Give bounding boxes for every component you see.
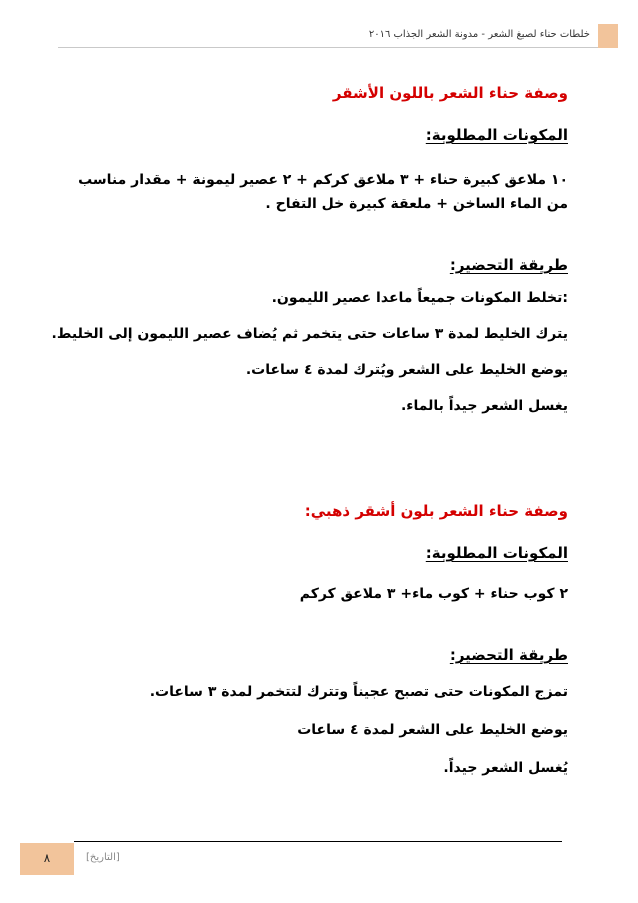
page-header: [58, 24, 618, 48]
recipe1-step-4: يغسل الشعر جيداً بالماء.: [400, 398, 568, 414]
recipe1-method-heading: طريقة التحضير:: [449, 256, 568, 274]
footer-date-placeholder: [التاريخ]: [86, 852, 120, 863]
header-title: خلطات حناء لصبغ الشعر - مدونة الشعر الجذاب ٢٠١٦: [58, 24, 598, 48]
recipe1-step-2: يترك الخليط لمدة ٣ ساعات حتى يتخمر ثم يُضاف عصير الليمون إلى الخليط.: [51, 326, 568, 342]
recipe1-step-1: :تخلط المكونات جميعاً ماعدا عصير الليمون.: [271, 290, 568, 306]
page-number: ٨: [20, 843, 74, 875]
recipe1-ingredients-text: ١٠ ملاعق كبيرة حناء + ٣ ملاعق كركم + ٢ عصير ليمونة + مقدار مناسب من الماء الساخن + ملعقة كبيرة خل التفاح .: [78, 172, 568, 212]
footer-divider: [74, 841, 562, 842]
recipe2-ingredients-heading: المكونات المطلوبة:: [425, 544, 568, 562]
recipe1-step-3: يوضع الخليط على الشعر ويُترك لمدة ٤ ساعات.: [245, 362, 568, 378]
recipe2-title: وصفة حناء الشعر بلون أشقر ذهبي:: [304, 502, 568, 520]
recipe2-step-3: يُغسل الشعر جيداً.: [443, 760, 568, 776]
header-accent-bar: [598, 24, 618, 48]
recipe2-step-2: يوضع الخليط على الشعر لمدة ٤ ساعات: [297, 722, 568, 738]
recipe2-method-heading: طريقة التحضير:: [449, 646, 568, 664]
recipe1-title: وصفة حناء الشعر باللون الأشقر: [332, 84, 568, 102]
recipe1-ingredients-heading: المكونات المطلوبة:: [425, 126, 568, 144]
recipe2-step-1: تمزج المكونات حتى تصبح عجيناً وتترك لتتخمر لمدة ٣ ساعات.: [149, 684, 568, 700]
recipe2-ingredients-text: ٢ كوب حناء + كوب ماء+ ٣ ملاعق كركم: [299, 586, 568, 602]
